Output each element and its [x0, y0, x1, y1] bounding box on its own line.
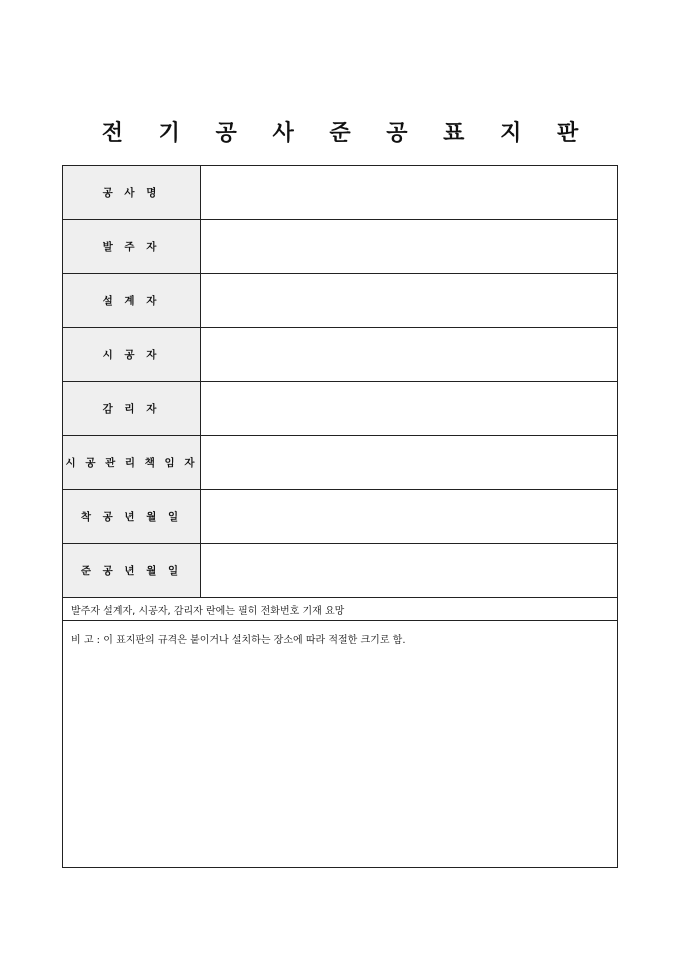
- table-row-project-name: [63, 166, 618, 220]
- label-start-date: 착 공 년 월 일: [63, 490, 201, 544]
- value-completion-date[interactable]: [201, 544, 618, 598]
- table-row-note: [63, 598, 618, 621]
- label-project-name: 공 사 명: [63, 166, 201, 220]
- label-construction-manager: 시 공 관 리 책 임 자: [63, 436, 201, 490]
- label-client: 발 주 자: [63, 220, 201, 274]
- table-row-designer: [63, 274, 618, 328]
- value-start-date[interactable]: [201, 490, 618, 544]
- note-text: 발주자 설계자, 시공자, 감리자 란에는 필히 전화번호 기재 요망: [63, 598, 618, 621]
- value-project-name[interactable]: [201, 166, 618, 220]
- table-row-remark: [63, 621, 618, 868]
- signboard-form-table: [62, 165, 618, 868]
- value-designer[interactable]: [201, 274, 618, 328]
- value-supervisor[interactable]: [201, 382, 618, 436]
- page-title: 전 기 공 사 준 공 표 지 판: [101, 121, 593, 146]
- value-client[interactable]: [201, 220, 618, 274]
- label-supervisor: 감 리 자: [63, 382, 201, 436]
- value-construction-manager[interactable]: [201, 436, 618, 490]
- table-row-supervisor: [63, 382, 618, 436]
- value-contractor[interactable]: [201, 328, 618, 382]
- table-row-contractor: [63, 328, 618, 382]
- table-row-client: [63, 220, 618, 274]
- label-designer: 설 계 자: [63, 274, 201, 328]
- label-completion-date: 준 공 년 월 일: [63, 544, 201, 598]
- remark-text[interactable]: 비 고 : 이 표지판의 규격은 붙이거나 설치하는 장소에 따라 적절한 크기로 함.: [63, 621, 618, 868]
- label-contractor: 시 공 자: [63, 328, 201, 382]
- table-row-completion-date: [63, 544, 618, 598]
- table-row-start-date: [63, 490, 618, 544]
- table-row-construction-manager: [63, 436, 618, 490]
